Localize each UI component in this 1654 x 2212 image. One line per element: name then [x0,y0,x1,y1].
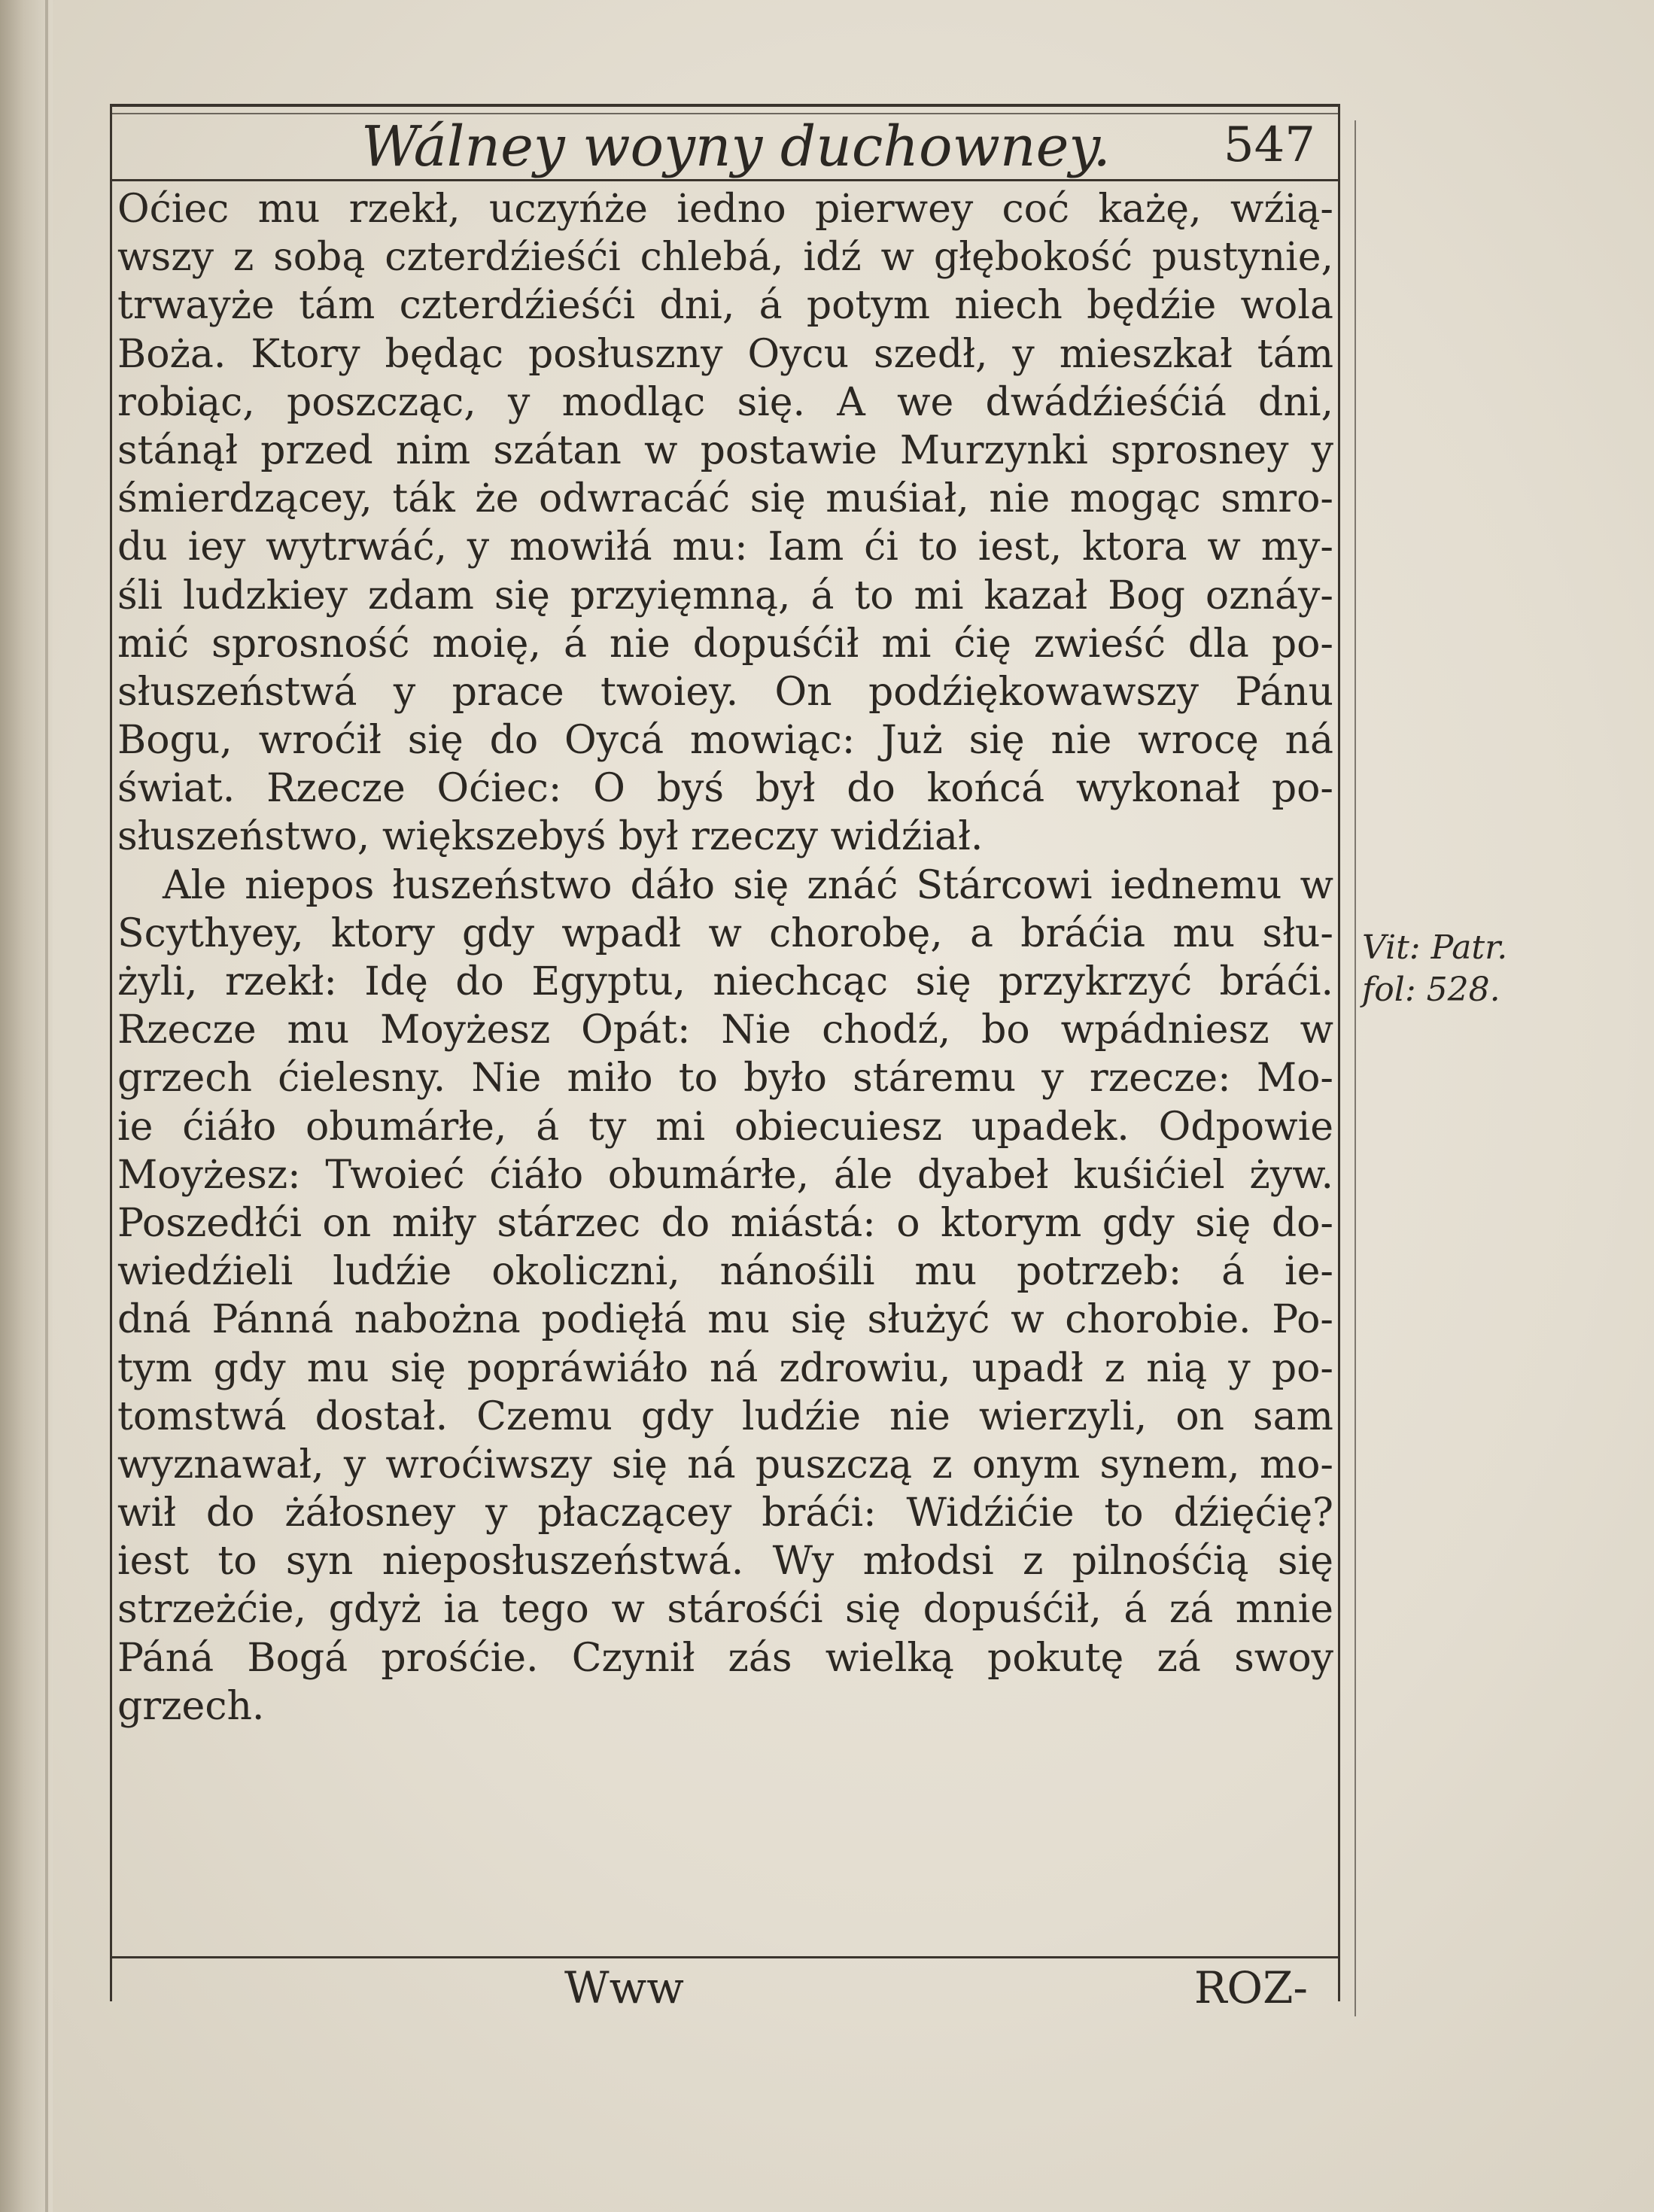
marginal-note-line: Vit: Patr. [1362,928,1508,967]
gutter-edge [45,0,48,2212]
signature-mark: Www [564,1962,684,2013]
text-line: Poszedłći on miły stárzec do miástá: o ktorym gdy się do- [117,1200,1333,1246]
frame-rule-top [110,104,1340,107]
page-footer [113,1955,1338,2022]
text-line: Scythyey, ktory gdy wpadł w chorobę, a bráćia mu słu- [117,910,1333,956]
text-line: iest to syn nieposłuszeństwá. Wy młodsi z pilnośćią się [117,1539,1333,1585]
text-line: wiedźieli ludźie okoliczni, nánośili mu potrzeb: á ie- [117,1249,1333,1295]
marginal-note-line: fol: 528. [1362,971,1500,1009]
text-line: wyznawał, y wroćiwszy się ná puszczą z onym synem, mo- [117,1442,1333,1487]
text-line: ie ćiáło obumárłe, á ty mi obiecuiesz upadek. Odpowie [117,1104,1333,1150]
text-line: Oćiec mu rzekł, uczyńże iedno pierwey coć każę, wźią- [117,187,1333,232]
text-line: robiąc, poszcząc, y modląc się. A we dwádźieśćiá dni, [117,379,1333,425]
text-line: grzech ćielesny. Nie miło to było stáremu y rzecze: Mo- [117,1056,1333,1101]
frame-rule-left [110,105,112,2001]
page-header [113,111,1338,179]
text-line: Boża. Ktory będąc posłuszny Oycu szedł, y mieszkał tám [117,331,1333,377]
text-line: trwayże tám czterdźieśći dni, á potym niech będźie wola [117,283,1333,329]
catchword: ROZ- [1193,1962,1308,2013]
text-line: śli ludzkiey zdam się przyięmną, á to mi kazał Bog oznáy- [117,573,1333,618]
text-line: Rzecze mu Moyżesz Opát: Nie chodź, bo wpádniesz w [117,1007,1333,1053]
header-rule [110,179,1340,181]
text-line: grzech. [117,1683,265,1729]
text-line: du iey wytrwáć, y mowiłá mu: Iam ći to iest, ktora w my- [117,524,1333,570]
text-line: słuszeństwá y prace twoiey. On podźiękowawszy Pánu [117,669,1333,715]
page-number: 547 [1223,117,1315,173]
text-line: wszy z sobą czterdźieśći chlebá, idź w głębokość pustynie, [117,235,1333,281]
text-line: mić sprosność moię, á nie dopuśćił mi ćię zwieść dla po- [117,621,1333,667]
frame-rule-right [1338,105,1340,2001]
text-line: Bogu, wroćił się do Oycá mowiąc: Już się nie wrocę ná [117,718,1333,764]
text-line: Páná Bogá prośćie. Czynił zás wielką pokutę zá swoy [117,1635,1333,1681]
text-line: wił do żáłosney y płaczącey bráći: Widźićie to dźięćię? [117,1490,1333,1536]
text-line: strzeżćie, gdyż ia tego w stárośći się dopuśćił, á zá mnie [117,1587,1333,1633]
text-line: tym gdy mu się popráwiáło ná zdrowiu, upadł z nią y po- [117,1345,1333,1391]
frame-rule-right-outer [1355,120,1356,2016]
text-line: śmierdzącey, ták że odwracáć się muśiał, nie mogąc smro- [117,476,1333,522]
text-line: słuszeństwo, większebyś był rzeczy widźiał. [117,814,984,860]
text-line: żyli, rzekł: Idę do Egyptu, niechcąc się przykrzyć bráći. [117,959,1333,1004]
text-line: Moyżesz: Twoieć ćiáło obumárłe, ále dyabeł kuśićiel żyw. [117,1152,1333,1198]
marginal-note [1362,927,1513,1011]
text-line: tomstwá dostał. Czemu gdy ludźie nie wierzyli, on sam [117,1393,1333,1439]
text-line: świat. Rzecze Oćiec: O byś był do końcá wykonał po- [117,766,1333,812]
body-text [117,185,1333,1730]
running-title: Wálney woyny duchowney. [361,114,1111,179]
text-line: stánął przed nim szátan w postawie Murzynki sprosney y [117,427,1333,473]
text-line: Ale niepos łuszeństwo dáło się znáć Stárcowi iednemu w [163,862,1333,908]
text-line: dná Pánná nabożna podięłá mu się służyć w chorobie. Po- [117,1297,1333,1343]
